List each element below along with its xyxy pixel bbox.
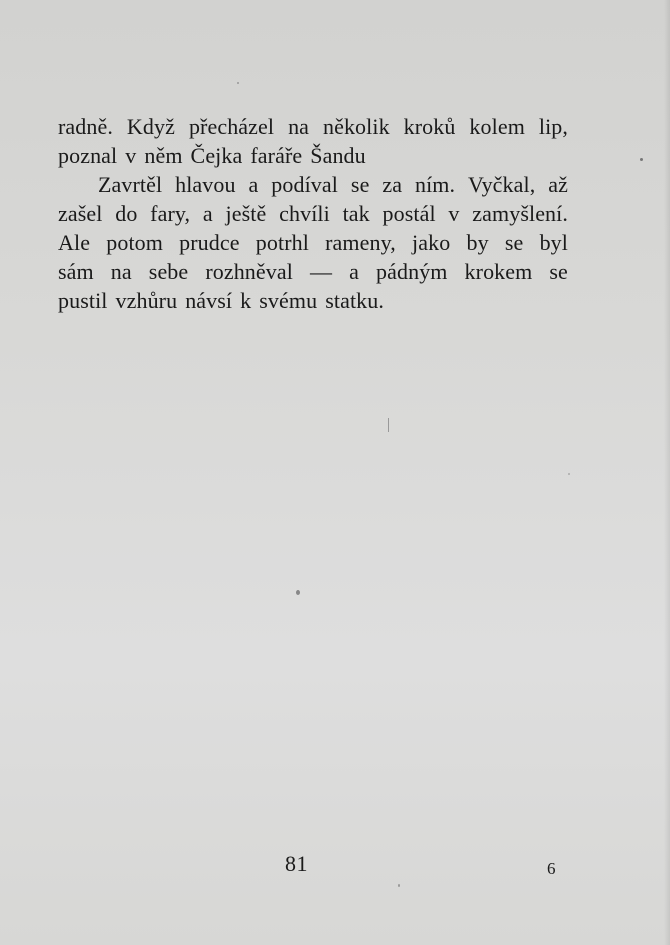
word: v [448, 201, 460, 226]
word: podíval [271, 172, 338, 197]
text-line-6 [58, 257, 568, 286]
paper-speck [237, 82, 239, 84]
word: k [240, 288, 252, 313]
word: se [350, 172, 370, 197]
word: až [548, 172, 568, 197]
word: svému [259, 288, 318, 313]
word: Zavrtěl [98, 172, 163, 197]
page-number: 81 [285, 851, 308, 876]
word: na [110, 259, 132, 284]
word: kolem [469, 114, 525, 139]
text-line-1 [58, 112, 568, 141]
word: se [504, 230, 524, 255]
paper-speck [398, 884, 400, 887]
word: prudce [179, 230, 240, 255]
word: krokem [464, 259, 533, 284]
word: jako [412, 230, 451, 255]
word: sám [58, 259, 94, 284]
word: rameny, [325, 230, 396, 255]
text-line-7 [58, 286, 568, 315]
paper-speck [568, 473, 570, 475]
word: potrhl [255, 230, 309, 255]
word: do [115, 201, 138, 226]
word: Vyčkal, [468, 172, 536, 197]
word: a [202, 201, 213, 226]
word: a [349, 259, 359, 284]
text-line-3 [58, 170, 568, 199]
word: za [382, 172, 403, 197]
word: kroků [403, 114, 456, 139]
word: byl [539, 230, 568, 255]
word: několik [322, 114, 390, 139]
word: faráře [250, 143, 303, 168]
signature-mark: 6 [547, 859, 556, 878]
paper-speck [640, 158, 643, 161]
word: se [549, 259, 568, 284]
body-text [58, 112, 568, 315]
paper-speck [296, 590, 300, 595]
word: Když [126, 114, 175, 139]
word: hlavou [175, 172, 236, 197]
word: přecházel [188, 114, 275, 139]
word: a [248, 172, 259, 197]
paper-speck [388, 418, 389, 432]
word: Ale [58, 230, 91, 255]
word: fary, [150, 201, 191, 226]
word: něm [144, 143, 183, 168]
word: Čejka [190, 143, 243, 168]
word: poznal [58, 143, 118, 168]
word: radně. [58, 114, 113, 139]
word: chvíli [279, 201, 330, 226]
word: statku. [325, 288, 384, 313]
text-line-4 [58, 199, 568, 228]
text-line-5 [58, 228, 568, 257]
word: tak [342, 201, 370, 226]
word: — [309, 259, 333, 284]
word: zamyšlení. [472, 201, 568, 226]
word: pádným [376, 259, 448, 284]
word: na [288, 114, 310, 139]
word: zašel [58, 201, 103, 226]
page-edge-shadow [664, 0, 670, 945]
word: v [125, 143, 137, 168]
word: by [466, 230, 489, 255]
word: vzhůru [115, 288, 178, 313]
word: ještě [225, 201, 267, 226]
word: sebe [148, 259, 189, 284]
word: Šandu [310, 143, 366, 168]
text-line-2 [58, 141, 568, 170]
word: návsí [185, 288, 233, 313]
word: postál [382, 201, 436, 226]
word: ním. [414, 172, 456, 197]
word: lip, [538, 114, 568, 139]
word: potom [106, 230, 163, 255]
word: pustil [58, 288, 108, 313]
word: rozhněval [205, 259, 293, 284]
